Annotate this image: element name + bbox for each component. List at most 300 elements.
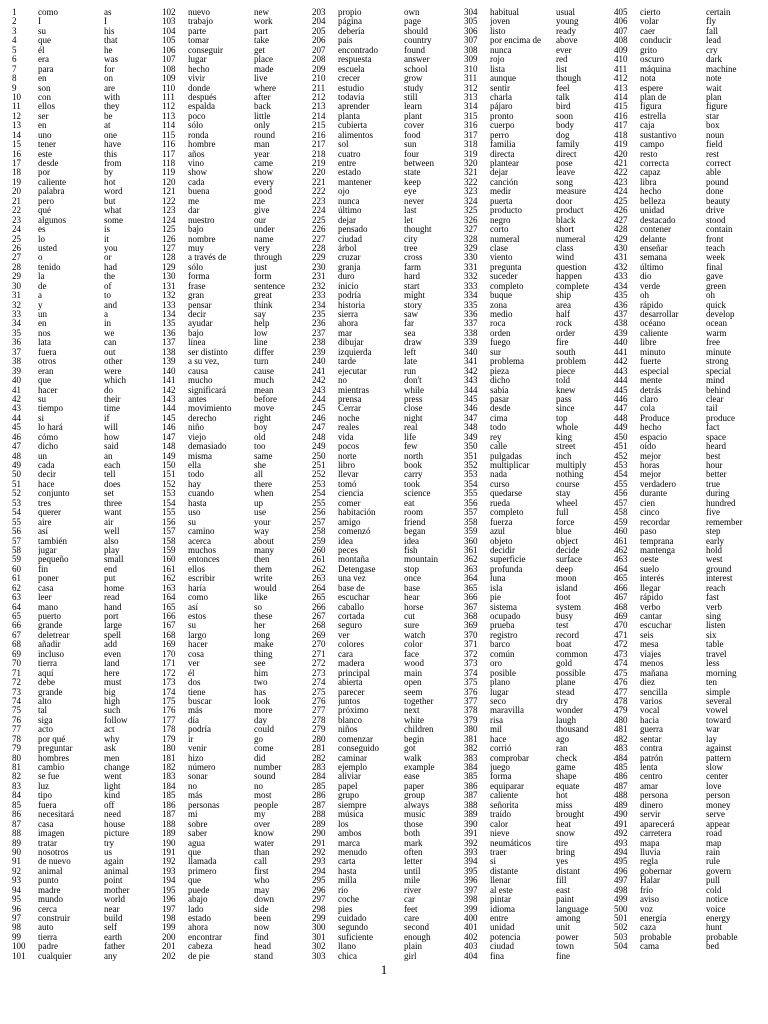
spanish-word: un — [38, 310, 47, 319]
english-word: week — [706, 253, 725, 263]
english-word: big — [104, 687, 116, 697]
spanish-word: servir — [640, 810, 661, 820]
spanish-word: fuerte — [640, 357, 661, 367]
english-word: sentence — [254, 281, 285, 291]
spanish-word: seco — [490, 696, 506, 706]
entry-number: 443 — [614, 366, 628, 376]
spanish-word: en — [38, 319, 47, 329]
spanish-word: su — [188, 621, 197, 631]
english-word: through — [254, 253, 282, 263]
entry-number: 88 — [12, 829, 21, 839]
english-word: start — [404, 281, 420, 291]
entry-number: 292 — [312, 847, 326, 857]
english-word: any — [104, 951, 117, 961]
entry-number: 119 — [162, 168, 176, 178]
spanish-word: son — [38, 83, 51, 93]
spanish-word: lugar — [188, 55, 207, 65]
english-word: piece — [556, 366, 575, 376]
english-word: fact — [706, 423, 720, 433]
spanish-word: hecho — [640, 423, 662, 433]
entry-number: 172 — [162, 668, 176, 678]
entry-number: 208 — [312, 55, 326, 65]
entry-number: 340 — [464, 347, 478, 357]
entry-number: 299 — [312, 914, 326, 923]
english-word: also — [104, 536, 119, 546]
entry-number: 374 — [464, 668, 478, 678]
spanish-word: abajo — [188, 895, 208, 905]
english-word: people — [254, 800, 278, 810]
entry-number: 114 — [162, 121, 176, 131]
english-word: cause — [254, 366, 274, 376]
entry-number: 104 — [162, 26, 176, 36]
spanish-word: carta — [338, 857, 356, 867]
english-word: earth — [104, 932, 122, 942]
entry-number: 491 — [614, 819, 628, 829]
entry-number: 342 — [464, 366, 478, 376]
entry-number: 430 — [614, 243, 628, 253]
english-word: distant — [556, 866, 580, 876]
spanish-word: río — [338, 885, 348, 895]
entry-number: 194 — [162, 876, 176, 886]
entry-number: 94 — [12, 885, 21, 895]
entry-number: 131 — [162, 281, 176, 291]
spanish-word: no — [188, 781, 197, 791]
spanish-word: Cerrar — [338, 404, 361, 414]
english-word: group — [404, 791, 425, 801]
english-word-list — [104, 8, 152, 961]
spanish-word: pocos — [338, 442, 359, 452]
english-word: book — [404, 461, 422, 470]
english-word: act — [104, 725, 115, 735]
entry-number: 458 — [614, 508, 628, 518]
entry-number: 500 — [614, 904, 628, 914]
entry-number: 421 — [614, 159, 628, 168]
spanish-word: años — [188, 149, 205, 159]
spanish-word: causa — [188, 366, 208, 376]
english-word: list — [556, 64, 568, 74]
spanish-word: milla — [338, 876, 357, 886]
entry-number: 202 — [162, 951, 176, 961]
spanish-word: derecho — [188, 413, 217, 423]
entry-number: 339 — [464, 338, 478, 348]
spanish-word: cierto — [640, 8, 661, 17]
english-word: multiply — [556, 461, 587, 470]
spanish-word: comprobar — [490, 753, 529, 763]
english-word: dry — [556, 696, 568, 706]
spanish-word: era — [38, 55, 49, 65]
entry-number: 91 — [12, 857, 21, 867]
english-word: then — [254, 555, 270, 565]
spanish-word: vivir — [188, 74, 205, 84]
entry-number: 325 — [464, 206, 478, 216]
entry-number: 240 — [312, 357, 326, 367]
spanish-word: tener — [38, 140, 56, 150]
spanish-word: ciudad — [338, 234, 362, 244]
entry-number: 415 — [614, 102, 628, 112]
english-word: do — [104, 385, 113, 395]
entry-number: 423 — [614, 177, 628, 187]
spanish-word: centro — [640, 772, 663, 782]
entry-number: 43 — [12, 404, 21, 414]
entry-number: 452 — [614, 451, 628, 461]
entry-number: 322 — [464, 177, 478, 187]
english-word: may — [254, 885, 270, 895]
entry-number: 166 — [162, 612, 176, 621]
english-word: vowel — [706, 706, 728, 716]
english-word: ready — [556, 26, 576, 36]
spanish-word: correcta — [640, 159, 669, 168]
english-word: simple — [706, 687, 730, 697]
spanish-word: temprana — [640, 536, 674, 546]
english-word: above — [556, 36, 578, 46]
english-word: happen — [556, 272, 582, 282]
spanish-word: roca — [490, 319, 506, 329]
spanish-word: respuesta — [338, 55, 372, 65]
spanish-word: encontrado — [338, 45, 378, 55]
english-word: since — [556, 404, 575, 414]
spanish-word: izquierda — [338, 347, 372, 357]
english-word: minute — [706, 347, 731, 357]
english-word: down — [254, 895, 274, 905]
english-word: call — [254, 857, 267, 867]
english-word: life — [404, 432, 416, 442]
spanish-word: pequeño — [38, 555, 69, 565]
entry-number: 493 — [614, 838, 628, 848]
entry-number: 260 — [312, 545, 326, 555]
spanish-word: estos — [188, 612, 206, 621]
english-word: west — [706, 555, 723, 565]
spanish-word: plantear — [490, 159, 519, 168]
spanish-word: traer — [490, 847, 507, 857]
spanish-word: capaz — [640, 168, 661, 178]
english-word: food — [404, 130, 421, 140]
entry-number: 504 — [614, 942, 628, 952]
spanish-word: poco — [188, 111, 206, 121]
english-word: about — [254, 536, 274, 546]
entry-number: 328 — [464, 234, 478, 244]
entry-number: 343 — [464, 376, 478, 386]
spanish-word: tenido — [38, 262, 61, 272]
entry-number: 201 — [162, 942, 176, 952]
english-word: though — [556, 74, 582, 84]
spanish-word: tomar — [188, 36, 209, 46]
english-word: that — [104, 36, 118, 46]
english-word: state — [404, 168, 421, 178]
spanish-word: ver — [338, 630, 350, 640]
spanish-word: historia — [338, 300, 365, 310]
english-word: while — [404, 385, 424, 395]
english-word: check — [556, 753, 577, 763]
entry-number: 344 — [464, 385, 478, 395]
entry-number: 356 — [464, 498, 478, 508]
entry-number: 205 — [312, 26, 326, 36]
spanish-word: patrón — [640, 753, 663, 763]
spanish-word: grande — [38, 621, 63, 631]
entry-number: 210 — [312, 74, 326, 84]
english-word: name — [254, 234, 274, 244]
spanish-word: animal — [38, 866, 63, 876]
english-word: body — [556, 121, 574, 131]
english-word: friend — [404, 517, 426, 527]
english-word: several — [706, 696, 732, 706]
entry-number: 161 — [162, 564, 176, 574]
spanish-word: colores — [338, 640, 364, 650]
spanish-word: de nuevo — [38, 857, 71, 867]
entry-number: 283 — [312, 763, 326, 772]
spanish-word: sabía — [490, 385, 509, 395]
spanish-word: siga — [38, 715, 53, 725]
english-word: other — [104, 357, 123, 367]
spanish-word: leer — [38, 593, 52, 603]
english-word: will — [104, 423, 119, 433]
entry-number: 414 — [614, 92, 628, 102]
english-word: but — [104, 196, 116, 206]
english-word: line — [254, 338, 268, 348]
english-word: are — [104, 83, 115, 93]
entry-number: 180 — [162, 744, 176, 754]
english-word: course — [556, 479, 580, 489]
english-word: usual — [556, 8, 575, 17]
english-word: house — [104, 819, 125, 829]
english-word: front — [706, 234, 724, 244]
spanish-word: minuto — [640, 347, 666, 357]
number-list — [312, 8, 338, 961]
entry-number: 118 — [162, 159, 176, 168]
entry-number: 383 — [464, 753, 478, 763]
spanish-word: palabra — [38, 187, 65, 197]
english-word: record — [556, 630, 579, 640]
english-word: men — [104, 753, 120, 763]
spanish-word: haría — [188, 583, 206, 593]
spanish-word: Halar — [640, 876, 660, 886]
entry-number: 484 — [614, 753, 628, 763]
entry-number: 345 — [464, 394, 478, 404]
spanish-word: equiparar — [490, 781, 524, 791]
spanish-word: máquina — [640, 64, 671, 74]
spanish-word: ella — [188, 461, 201, 470]
english-word: one — [104, 130, 117, 140]
spanish-word: siempre — [338, 800, 367, 810]
english-word: product — [556, 206, 584, 216]
entry-number: 416 — [614, 111, 628, 121]
entry-number: 267 — [312, 612, 326, 621]
english-word: cry — [706, 45, 718, 55]
english-word: far — [404, 319, 414, 329]
english-word: remember — [706, 517, 743, 527]
english-word: every — [254, 177, 274, 187]
english-word: unit — [556, 923, 571, 933]
english-word: there — [254, 479, 272, 489]
entry-number: 232 — [312, 281, 326, 291]
spanish-word: movimiento — [188, 404, 232, 414]
entry-number: 307 — [464, 36, 478, 46]
spanish-word: entre — [338, 159, 356, 168]
spanish-word: caliente — [38, 177, 66, 187]
english-word: ease — [404, 772, 420, 782]
entry-number: 426 — [614, 206, 628, 216]
entry-number: 246 — [312, 413, 326, 423]
english-word: decide — [556, 545, 580, 555]
spanish-word: rápido — [640, 593, 663, 603]
english-word: ocean — [706, 319, 727, 329]
entry-number: 197 — [162, 904, 176, 914]
spanish-word: cuidado — [338, 914, 367, 923]
spanish-word: primero — [188, 866, 217, 876]
spanish-word: contra — [640, 744, 663, 754]
english-word: pose — [556, 159, 573, 168]
entry-number: 384 — [464, 763, 478, 772]
entry-number: 95 — [12, 895, 21, 905]
english-word: fall — [706, 26, 718, 36]
spanish-word: trabajo — [188, 17, 213, 27]
spanish-word: este — [38, 149, 52, 159]
spanish-word: comenzó — [338, 527, 371, 537]
english-word: end — [104, 564, 117, 574]
spanish-word: cara — [338, 649, 353, 659]
english-word: and — [104, 300, 117, 310]
entry-number: 70 — [12, 659, 21, 669]
english-word: half — [556, 310, 570, 319]
english-word: test — [556, 621, 569, 631]
english-word: serve — [706, 810, 725, 820]
english-word: next — [404, 706, 420, 716]
english-word: object — [556, 536, 578, 546]
english-word: red — [556, 55, 568, 65]
entry-number: 21 — [12, 196, 21, 206]
entry-number: 26 — [12, 243, 21, 253]
english-word: during — [706, 489, 730, 499]
english-word: father — [104, 942, 125, 952]
english-word: mountain — [404, 555, 438, 565]
english-word: toward — [706, 715, 731, 725]
entry-number: 226 — [312, 225, 326, 235]
entry-number: 286 — [312, 791, 326, 801]
english-word: their — [104, 394, 121, 404]
entry-number: 73 — [12, 687, 21, 697]
english-word: clear — [706, 394, 724, 404]
entry-number: 47 — [12, 442, 21, 452]
english-word: color — [404, 640, 423, 650]
english-word: last — [404, 206, 417, 216]
english-word: what — [104, 206, 122, 216]
entry-number: 268 — [312, 621, 326, 631]
spanish-word: mente — [640, 376, 662, 386]
spanish-word: clase — [490, 243, 508, 253]
english-word: face — [404, 649, 419, 659]
spanish-word: listo — [490, 26, 506, 36]
spanish-word: dejar — [338, 215, 356, 225]
entry-number: 217 — [312, 140, 326, 150]
entry-number: 370 — [464, 630, 478, 640]
spanish-word: pasar — [490, 394, 509, 404]
spanish-word: base de — [338, 583, 365, 593]
english-word: love — [706, 781, 722, 791]
spanish-word: seis — [640, 630, 654, 640]
spanish-word: los — [338, 819, 349, 829]
spanish-word: sonar — [188, 772, 208, 782]
spanish-word: quedarse — [490, 489, 522, 499]
english-word: just — [254, 262, 268, 272]
english-word: still — [404, 92, 418, 102]
english-word: dog — [556, 130, 570, 140]
english-word: behind — [706, 385, 731, 395]
english-word: it — [104, 234, 110, 244]
spanish-word: oh — [640, 291, 649, 301]
spanish-word: recordar — [640, 517, 670, 527]
spanish-word: él — [38, 45, 45, 55]
entry-number: 368 — [464, 612, 478, 621]
entry-number: 385 — [464, 772, 478, 782]
entry-number: 117 — [162, 149, 176, 159]
spanish-word: seguro — [338, 621, 362, 631]
spanish-word: suficiente — [338, 932, 373, 942]
spanish-word: rojo — [490, 55, 505, 65]
spanish-word: luna — [490, 574, 506, 584]
english-word: sound — [254, 772, 276, 782]
spanish-word: completo — [490, 508, 524, 518]
spanish-word: pájaro — [490, 102, 513, 112]
entry-number: 448 — [614, 413, 628, 423]
english-word: city — [404, 234, 418, 244]
entry-number: 288 — [312, 810, 326, 820]
english-word: close — [404, 404, 423, 414]
english-word: told — [556, 376, 571, 386]
spanish-word: coche — [338, 895, 359, 905]
entry-number: 429 — [614, 234, 628, 244]
english-word: well — [104, 527, 120, 537]
entry-number: 75 — [12, 706, 21, 716]
english-word: more — [254, 706, 273, 716]
english-word: hear — [404, 593, 420, 603]
spanish-word: día — [188, 715, 199, 725]
entry-number: 42 — [12, 394, 21, 404]
entry-number: 143 — [162, 394, 176, 404]
entry-number: 379 — [464, 715, 478, 725]
spanish-word: paso — [640, 527, 657, 537]
spanish-word: hombre — [188, 140, 216, 150]
english-word: again — [104, 857, 124, 867]
english-word: young — [556, 17, 579, 27]
english-word: green — [706, 281, 726, 291]
english-word: white — [404, 715, 424, 725]
english-word: as — [104, 8, 112, 17]
entry-number: 265 — [312, 593, 326, 603]
spanish-word: medir — [490, 187, 511, 197]
english-word: for — [104, 64, 115, 74]
english-word: old — [254, 432, 266, 442]
english-word: center — [706, 772, 728, 782]
english-word: short — [556, 225, 574, 235]
spanish-word-list — [188, 8, 254, 961]
spanish-word: oeste — [640, 555, 659, 565]
spanish-word: habitación — [338, 508, 376, 518]
entry-number: 103 — [162, 17, 176, 27]
entry-number: 207 — [312, 45, 326, 55]
entry-number: 193 — [162, 866, 176, 876]
entry-number: 85 — [12, 800, 21, 810]
entry-number: 392 — [464, 838, 478, 848]
english-word: hand — [104, 602, 122, 612]
entry-number: 444 — [614, 376, 628, 386]
english-word: left — [404, 347, 416, 357]
entry-number: 456 — [614, 489, 628, 499]
english-word: fish — [404, 545, 418, 555]
entry-number: 177 — [162, 715, 176, 725]
spanish-word-list — [338, 8, 404, 961]
entry-number: 176 — [162, 706, 176, 716]
spanish-word: se fue — [38, 772, 60, 782]
entry-number: 225 — [312, 215, 326, 225]
